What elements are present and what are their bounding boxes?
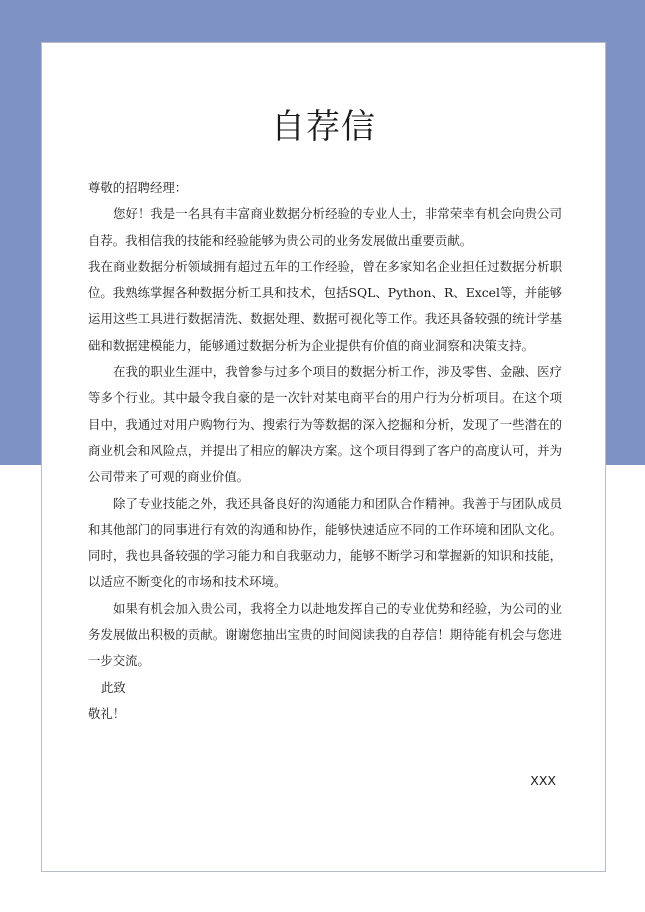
closing-line-2: 敬礼！	[88, 705, 126, 721]
paragraph-experience: 我在商业数据分析领域拥有超过五年的工作经验，曾在多家知名企业担任过数据分析职位。我熟练掌握各种数据分析工具和技术，包括SQL、Python、R、Excel等，并能够运用这些工具进行数据清洗、数据处理、数据可视化等工作。我还具备较强的统计学基础和数据建模能力，能够通过数据分析为企业提供有价值的商业洞察和决策支持。	[88, 258, 562, 353]
salutation: 尊敬的招聘经理：	[88, 180, 188, 195]
letter-page	[41, 42, 606, 872]
letter-body	[88, 175, 562, 727]
signature: XXX	[530, 773, 556, 788]
paragraph-intro: 您好！我是一名具有丰富商业数据分析经验的专业人士，非常荣幸有机会向贵公司自荐。我相信我的技能和经验能够为贵公司的业务发展做出重要贡献。	[88, 206, 562, 248]
paragraph-closing: 如果有机会加入贵公司，我将全力以赴地发挥自己的专业优势和经验，为公司的业务发展做出积极的贡献。谢谢您抽出宝贵的时间阅读我的自荐信！期待能有机会与您进一步交流。	[88, 600, 562, 669]
letter-title: 自荐信	[271, 107, 376, 147]
paragraph-soft-skills: 除了专业技能之外，我还具备良好的沟通能力和团队合作精神。我善于与团队成员和其他部门的同事进行有效的沟通和协作，能够快速适应不同的工作环境和团队文化。同时，我也具备较强的学习能力和自我驱动力，能够不断学习和掌握新的知识和技能，以适应不断变化的市场和技术环境。	[88, 495, 562, 590]
closing-line-1: 此致	[101, 679, 126, 695]
paragraph-projects: 在我的职业生涯中，我曾参与过多个项目的数据分析工作，涉及零售、金融、医疗等多个行业。其中最令我自豪的是一次针对某电商平台的用户行为分析项目。在这个项目中，我通过对用户购物行为、搜索行为等数据的深入挖掘和分析，发现了一些潜在的商业机会和风险点，并提出了相应的解决方案。这个项目得到了客户的高度认可，并为公司带来了可观的商业价值。	[88, 364, 562, 485]
